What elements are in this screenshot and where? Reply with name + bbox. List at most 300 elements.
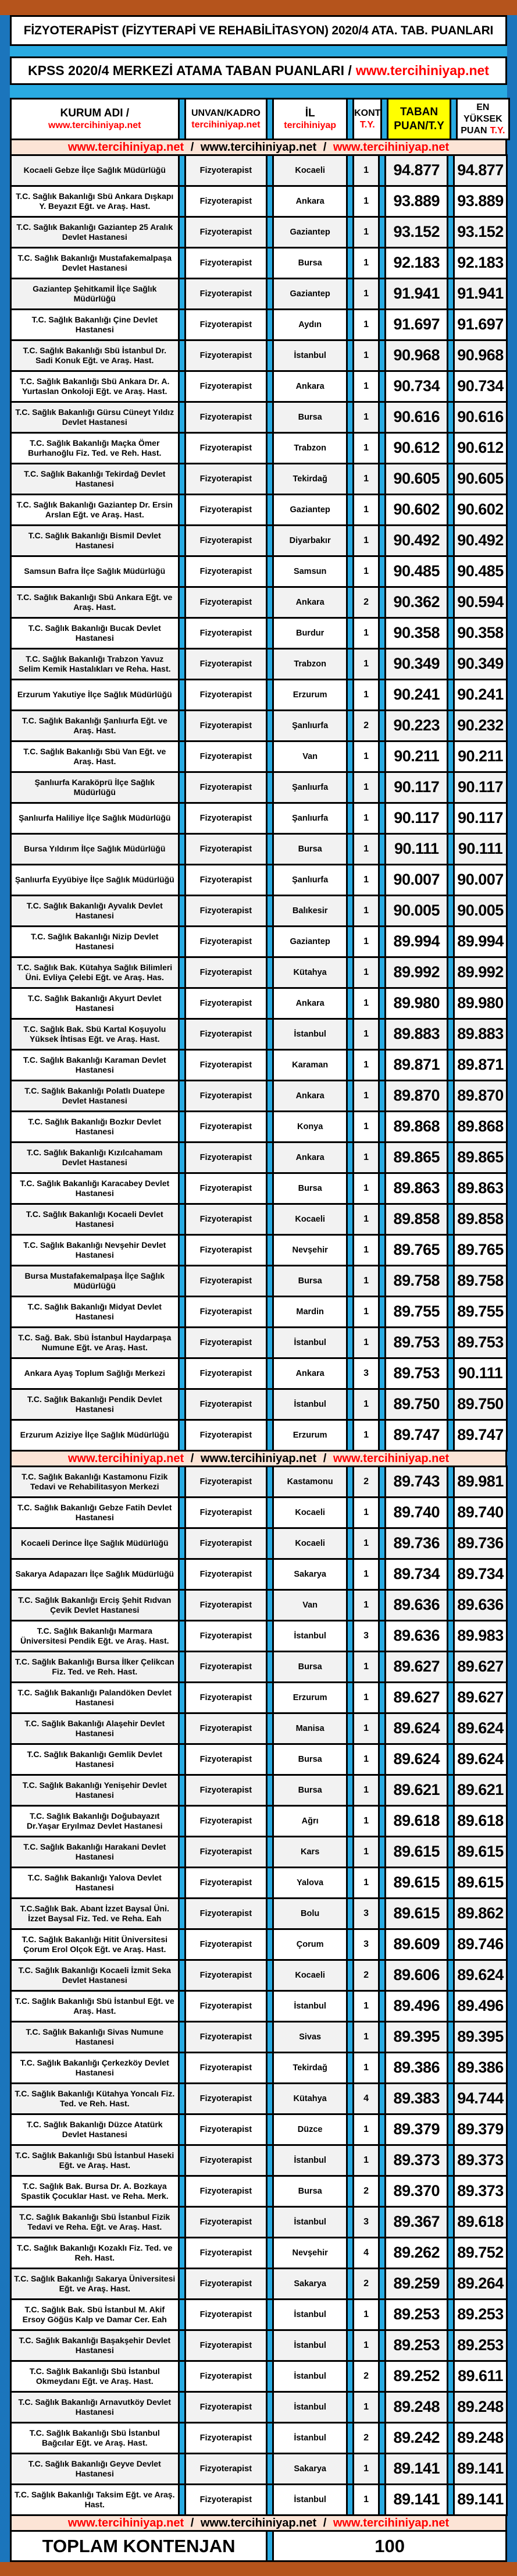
column-gap [268,1496,272,1529]
quota-cell: 1 [352,1558,380,1591]
table-row [10,1774,507,1807]
base-score-cell: 89.618 [384,1805,448,1837]
institution-cell: T.C. Sağlık Bakanlığı Trabzon Yavuz Selim Kemik Hastalıkları ve Reha. Hast. [10,648,180,680]
institution-cell: Erzurum Aziziye İlçe Sağlık Müdürlüğü [10,1419,180,1452]
table-row [10,2052,507,2084]
column-gap [180,1836,184,1868]
column-gap [180,2113,184,2146]
column-gap [380,895,384,927]
province-cell: İstanbul [272,1018,348,1051]
column-gap [348,2483,352,2516]
base-score-cell: 89.755 [384,1296,448,1328]
base-score-cell: 94.877 [384,154,448,187]
quota-cell: 1 [352,1419,380,1452]
column-gap [348,771,352,804]
column-gap [268,1836,272,1868]
quota-cell: 1 [352,1265,380,1297]
column-gap [448,1357,453,1390]
quota-cell: 1 [352,925,380,958]
column-gap [268,2268,272,2300]
province-cell: Bursa [272,1172,348,1205]
institution-cell: T.C. Sağlık Bakanlığı Nizip Devlet Hastanesi [10,925,180,958]
base-score-cell: 89.753 [384,1326,448,1359]
institution-cell: Ankara Ayaş Toplum Sağlığı Merkezi [10,1357,180,1390]
column-gap [448,771,453,804]
table-row [10,2391,507,2424]
base-score-cell: 90.968 [384,339,448,372]
column-gap [380,1296,384,1328]
table-row [10,1296,507,1328]
max-score-cell: 90.211 [453,740,507,773]
institution-cell: T.C. Sağlık Bakanlığı Yenişehir Devlet Hastanesi [10,1774,180,1807]
max-score-cell: 90.605 [453,463,507,495]
total-quota-value [272,2530,507,2562]
institution-cell: T.C. Sağlık Bakanlığı Gaziantep 25 Aralık Devlet Hastanesi [10,216,180,249]
column-gap [268,432,272,464]
institution-cell: T.C. Sağlık Bakanlığı Kocaeli İzmit Seka Devlet Hastanesi [10,1959,180,1992]
title-cell: Fizyoterapist [184,1805,268,1837]
title-cell: Fizyoterapist [184,524,268,557]
province-cell: Kütahya [272,2082,348,2115]
column-gap [180,586,184,619]
column-gap [348,1743,352,1776]
column-gap [180,370,184,403]
column-gap [380,278,384,310]
quota-cell: 1 [352,1743,380,1776]
title-cell: Fizyoterapist [184,709,268,742]
table-row [10,463,507,495]
column-gap [348,494,352,526]
column-gap [448,1110,453,1143]
total-quota-label [10,2530,268,2562]
title-cell: Fizyoterapist [184,864,268,896]
province-cell: İstanbul [272,2206,348,2238]
column-gap [380,216,384,249]
tercihiniyap-link[interactable]: www.tercihiniyap.net [67,140,184,154]
table-row [10,1496,507,1529]
column-gap [380,2298,384,2331]
title-cell: Fizyoterapist [184,370,268,403]
base-score-cell: 89.373 [384,2144,448,2177]
column-gap [268,2530,272,2562]
column-gap [268,2052,272,2084]
table-row [10,2021,507,2053]
header-max-puan: PUAN [461,125,487,136]
quota-cell: 2 [352,1959,380,1992]
province-cell: Nevşehir [272,2237,348,2269]
column-gap [448,1620,453,1652]
column-gap [348,401,352,434]
quota-cell: 2 [352,586,380,619]
table-row [10,1110,507,1143]
column-gap [348,1620,352,1652]
institution-cell: T.C. Sağlık Bakanlığı Gaziantep Dr. Ersin Arslan Eğt. ve Araş. Hast. [10,494,180,526]
province-cell: Ankara [272,586,348,619]
column-gap [380,463,384,495]
max-score-cell: 89.636 [453,1589,507,1621]
column-gap [380,154,384,187]
table-row [10,956,507,989]
column-gap [380,2483,384,2516]
base-score-cell: 93.152 [384,216,448,249]
column-gap [448,1326,453,1359]
column-gap [380,956,384,989]
header-taban-label2: PUAN/T.Y [394,119,444,132]
subtitle-panel [10,56,507,85]
column-gap [268,2329,272,2362]
title-cell: Fizyoterapist [184,1558,268,1591]
column-gap [380,1620,384,1652]
quota-cell: 2 [352,2360,380,2393]
column-gap [180,2391,184,2424]
quota-cell: 2 [352,2422,380,2454]
column-gap [382,98,387,140]
column-gap [268,2237,272,2269]
quota-cell: 3 [352,1357,380,1390]
title-cell: Fizyoterapist [184,216,268,249]
column-gap [268,1326,272,1359]
title-cell: Fizyoterapist [184,1774,268,1807]
max-score-cell: 90.117 [453,771,507,804]
column-gap [380,401,384,434]
column-gap [268,216,272,249]
title-cell: Fizyoterapist [184,1681,268,1714]
tercihiniyap-link[interactable]: tercihiniyap.net [191,119,261,130]
column-gap [380,1080,384,1112]
column-gap [380,1234,384,1266]
column-gap [180,2268,184,2300]
max-score-cell: 90.005 [453,895,507,927]
column-gap [268,401,272,434]
base-score-cell: 89.253 [384,2329,448,2362]
tercihiniyap-link[interactable]: www.tercihiniyap.net [200,1452,317,1465]
column-gap [180,339,184,372]
column-gap [380,2268,384,2300]
province-cell: Aydın [272,308,348,341]
column-gap [380,247,384,279]
column-gap [180,1928,184,1961]
base-score-cell: 89.743 [384,1466,448,1498]
max-score-cell: 89.983 [453,1620,507,1652]
institution-cell: T.C. Sağlık Bakanlığı Mustafakemalpaşa Devlet Hastanesi [10,247,180,279]
base-score-cell: 89.627 [384,1681,448,1714]
province-cell: İstanbul [272,2483,348,2516]
province-cell: Gaziantep [272,216,348,249]
column-gap [448,956,453,989]
title-cell: Fizyoterapist [184,2082,268,2115]
header-il [272,98,348,140]
table-row [10,154,507,187]
province-cell: Şanlıurfa [272,802,348,835]
quota-cell: 1 [352,216,380,249]
base-score-cell: 89.636 [384,1589,448,1621]
table-row [10,2144,507,2177]
tercihiniyap-link[interactable]: www.tercihiniyap.net [48,120,141,131]
table-row [10,1805,507,1837]
base-score-cell: 89.624 [384,1712,448,1745]
tercihiniyap-link[interactable]: www.tercihiniyap.net [333,2516,450,2529]
column-gap [268,1928,272,1961]
column-gap [180,555,184,588]
tercihiniyap-link[interactable]: www.tercihiniyap.net [200,140,317,154]
column-gap [268,2422,272,2454]
title-cell: Fizyoterapist [184,1357,268,1390]
column-gap [348,2453,352,2485]
province-cell: Bursa [272,247,348,279]
header-taban-label: TABAN [400,105,438,118]
province-cell: Şanlıurfa [272,771,348,804]
province-cell: Bursa [272,1743,348,1776]
column-gap [348,185,352,218]
table-row [10,2113,507,2146]
column-gap [268,1203,272,1236]
column-gap [180,1296,184,1328]
title-cell: Fizyoterapist [184,1589,268,1621]
table-row [10,2329,507,2362]
column-gap [180,648,184,680]
column-gap [380,1419,384,1452]
base-score-cell: 89.734 [384,1558,448,1591]
subtitle-text: KPSS 2020/4 MERKEZİ ATAMA TABAN PUANLARI / [28,63,352,78]
total-quota-value-text: 100 [375,2535,405,2556]
institution-cell: Kocaeli Derince İlçe Sağlık Müdürlüğü [10,1527,180,1560]
title-cell: Fizyoterapist [184,2483,268,2516]
column-gap [448,740,453,773]
column-gap [448,1867,453,1899]
base-score-cell: 90.616 [384,401,448,434]
institution-cell: T.C. Sağlık Bakanlığı Kastamonu Fizik Tedavi ve Rehabilitasyon Merkezi [10,1466,180,1498]
column-gap [448,2082,453,2115]
column-gap [268,679,272,711]
max-score-cell: 89.980 [453,987,507,1020]
province-cell: Trabzon [272,432,348,464]
quota-cell: 1 [352,1589,380,1621]
table-row [10,1743,507,1776]
province-cell: İstanbul [272,2298,348,2331]
institution-cell: Bursa Mustafakemalpaşa İlçe Sağlık Müdürlüğü [10,1265,180,1297]
quota-cell: 1 [352,2329,380,2362]
column-gap [448,2483,453,2516]
base-score-cell: 89.871 [384,1049,448,1081]
column-gap [380,1203,384,1236]
institution-cell: Erzurum Yakutiye İlçe Sağlık Müdürlüğü [10,679,180,711]
column-gap [268,2391,272,2424]
column-gap [180,494,184,526]
base-score-cell: 89.252 [384,2360,448,2393]
institution-cell: T.C. Sağlık Bakanlığı Şanlıurfa Eğt. ve Araş. Hast. [10,709,180,742]
base-score-cell: 89.994 [384,925,448,958]
quota-cell: 1 [352,1774,380,1807]
province-cell: Bursa [272,833,348,865]
quota-cell: 1 [352,1496,380,1529]
header-max [456,98,510,140]
tercihiniyap-link[interactable]: www.tercihiniyap.net [67,2516,184,2529]
quota-cell: 1 [352,1388,380,1421]
column-gap [180,987,184,1020]
column-gap [180,956,184,989]
column-gap [348,1558,352,1591]
column-gap [180,2052,184,2084]
column-gap [448,555,453,588]
province-cell: Mardin [272,1296,348,1328]
max-score-cell: 90.241 [453,679,507,711]
quota-cell: 3 [352,1897,380,1930]
quota-cell: 1 [352,1527,380,1560]
column-gap [180,679,184,711]
tercihiniyap-link[interactable]: www.tercihiniyap.net [355,63,489,78]
column-gap [448,1049,453,1081]
max-score-cell: 89.870 [453,1080,507,1112]
column-gap [348,370,352,403]
column-gap [380,1326,384,1359]
base-score-cell: 89.395 [384,2021,448,2053]
base-score-cell: 90.362 [384,586,448,619]
table-row [10,648,507,680]
base-score-cell: 89.386 [384,2052,448,2084]
column-gap [448,494,453,526]
column-gap [180,617,184,650]
column-gap [180,2360,184,2393]
column-gap [380,1651,384,1683]
title-cell: Fizyoterapist [184,1651,268,1683]
max-score-cell: 89.755 [453,1296,507,1328]
institution-cell: T.C. Sağlık Bakanlığı Bucak Devlet Hastanesi [10,617,180,650]
column-gap [348,833,352,865]
province-cell: Sakarya [272,1558,348,1591]
max-score-cell: 90.358 [453,617,507,650]
province-cell: Bursa [272,1651,348,1683]
column-gap [448,185,453,218]
title-cell: Fizyoterapist [184,1867,268,1899]
province-cell: Kocaeli [272,1527,348,1560]
page-title [10,15,507,46]
province-cell: Ankara [272,370,348,403]
tercihiniyap-link[interactable]: www.tercihiniyap.net [333,140,450,154]
header-kont-ty: T.Y. [359,119,375,130]
quota-cell: 1 [352,2391,380,2424]
title-cell: Fizyoterapist [184,1080,268,1112]
max-score-cell: 90.111 [453,1357,507,1390]
base-score-cell: 89.379 [384,2113,448,2146]
blue-frame [0,15,517,2562]
quota-cell: 1 [352,154,380,187]
column-gap [348,2052,352,2084]
column-gap [268,925,272,958]
title-cell: Fizyoterapist [184,1419,268,1452]
table-row [10,1928,507,1961]
base-score-cell: 89.750 [384,1388,448,1421]
tercihiniyap-link[interactable]: www.tercihiniyap.net [200,2516,317,2529]
column-gap [448,1836,453,1868]
table-row [10,1620,507,1652]
max-score-cell: 94.877 [453,154,507,187]
column-gap [448,1805,453,1837]
max-score-cell: 89.248 [453,2391,507,2424]
max-score-cell: 89.253 [453,2329,507,2362]
column-gap [180,2206,184,2238]
title-cell: Fizyoterapist [184,740,268,773]
institution-cell: T.C. Sağlık Bakanlığı Sbü İstanbul Eğt. ve Araş. Hast. [10,1990,180,2023]
quota-cell: 1 [352,1203,380,1236]
quota-cell: 1 [352,247,380,279]
tercihiniyap-link[interactable]: www.tercihiniyap.net [67,1452,184,1465]
max-score-cell: 89.734 [453,1558,507,1591]
column-gap [448,278,453,310]
quota-cell: 1 [352,2021,380,2053]
tercihiniyap-link[interactable]: www.tercihiniyap.net [333,1452,450,1465]
column-gap [180,216,184,249]
province-cell: Van [272,1589,348,1621]
base-score-cell: 90.117 [384,802,448,835]
column-gap [448,370,453,403]
quota-cell: 1 [352,1651,380,1683]
title-cell: Fizyoterapist [184,1296,268,1328]
column-gap [448,2237,453,2269]
column-gap [180,1172,184,1205]
base-score-cell: 89.883 [384,1018,448,1051]
banner-separator: / [320,1452,330,1465]
base-score-cell: 90.007 [384,864,448,896]
column-gap [348,1234,352,1266]
table-row [10,833,507,865]
column-gap [180,864,184,896]
column-gap [380,1172,384,1205]
column-gap [448,2113,453,2146]
column-gap [348,216,352,249]
quota-cell: 1 [352,1805,380,1837]
column-gap [348,1651,352,1683]
quota-cell: 1 [352,2113,380,2146]
column-gap [180,1265,184,1297]
base-score-cell: 89.609 [384,1928,448,1961]
quota-cell: 1 [352,2483,380,2516]
table-row [10,1990,507,2023]
title-cell: Fizyoterapist [184,2113,268,2146]
institution-cell: T.C. Sağlık Bakanlığı Bozkır Devlet Hastanesi [10,1110,180,1143]
banner-separator: / [187,1452,197,1465]
table-row [10,247,507,279]
title-cell: Fizyoterapist [184,1743,268,1776]
column-gap [180,1234,184,1266]
table-row [10,2360,507,2393]
column-gap [380,833,384,865]
institution-cell: T.C. Sağlık Bakanlığı Akyurt Devlet Hastanesi [10,987,180,1020]
tercihiniyap-link[interactable]: tercihiniyap [284,120,337,131]
institution-cell: T.C. Sağlık Bakanlığı Başakşehir Devlet Hastanesi [10,2329,180,2362]
base-score-cell: 89.624 [384,1743,448,1776]
column-gap [268,2483,272,2516]
column-gap [448,2021,453,2053]
column-gap [180,2175,184,2208]
province-cell: Sakarya [272,2453,348,2485]
max-score-cell: 89.621 [453,1774,507,1807]
column-gap [448,2391,453,2424]
column-gap [380,2052,384,2084]
title-cell: Fizyoterapist [184,308,268,341]
quota-cell: 1 [352,278,380,310]
quota-cell: 1 [352,740,380,773]
column-gap [180,1049,184,1081]
institution-cell: T.C. Sağlık Bakanlığı Midyat Devlet Hastanesi [10,1296,180,1328]
column-gap [180,1080,184,1112]
column-gap [448,864,453,896]
column-gap [268,98,272,140]
max-score-cell: 89.141 [453,2483,507,2516]
column-gap [348,1774,352,1807]
column-gap [448,1080,453,1112]
title-cell: Fizyoterapist [184,1496,268,1529]
base-score-cell: 91.697 [384,308,448,341]
